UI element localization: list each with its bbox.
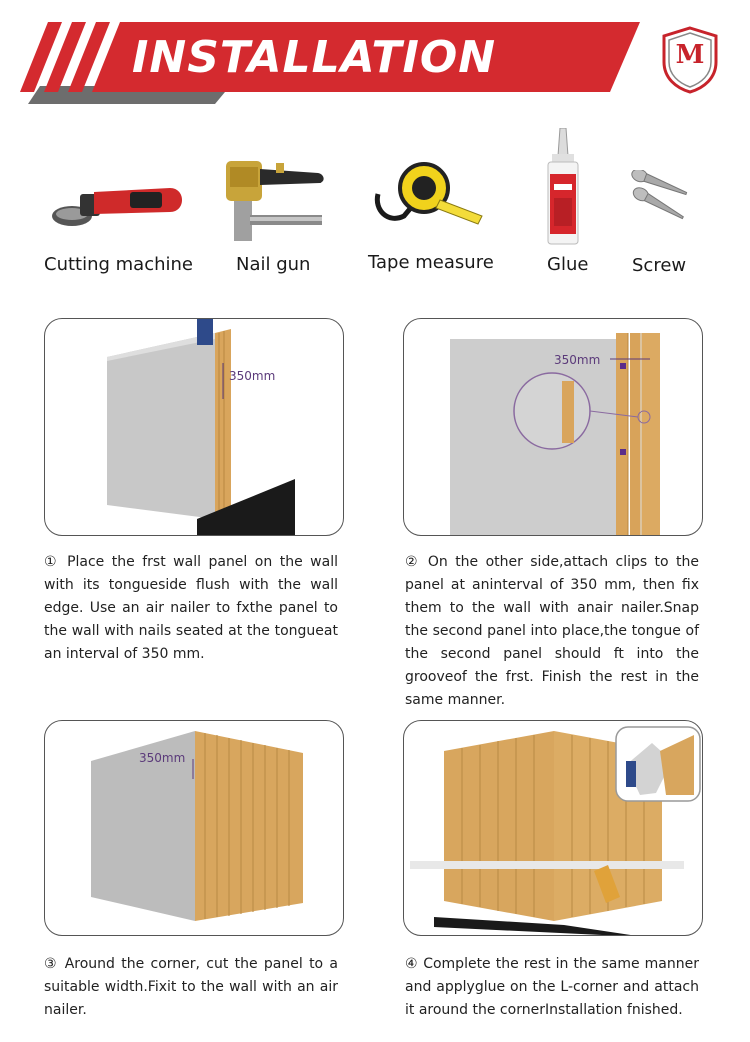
tool-label: Screw [632,255,687,276]
nail-gun-icon [220,155,330,245]
corner-cut-illustration [45,721,344,936]
tool-label: Cutting machine [44,254,194,275]
dimension-label: 350mm [139,751,186,765]
step-3-text: ③ Around the corner, cut the panel to a suitable width.Fixit to the wall with an air nailer. [44,956,338,1018]
step-4-image [403,720,703,936]
step-2-image [403,318,703,536]
step-4-text: ④ Complete the rest in the same manner and applyglue on the L-corner and attach it around the cornerInstallation fnished. [405,956,699,1018]
screw-icon [622,170,702,230]
step-3-image [44,720,344,936]
glue-tube-icon [538,128,588,248]
clip-panel-illustration [404,319,703,536]
dimension-label: 350mm [229,369,276,383]
wall-panel-illustration [45,319,344,536]
dimension-label: 350mm [554,353,601,367]
page-title: INSTALLATION [132,32,497,83]
logo-letter: M [675,40,705,70]
brand-logo [660,26,720,94]
tool-label: Glue [547,254,589,275]
glue-corner-illustration [404,721,703,936]
step-1-text: ① Place the frst wall panel on the wall with its tongueside flush with the wall edge. Use an air nailer to fxthe panel to the wall with nails seated at the tongueat an interval of 350 mm. [44,554,338,662]
tape-measure-icon [370,160,490,230]
step-1-image [44,318,344,536]
tool-label: Tape measure [368,252,494,273]
header-banner [0,0,750,110]
step-2-text: ② On the other side,attach clips to the panel at aninterval of 350 mm, then fix them to the wall with anair nailer.Snap the second panel into place,the tongue of the second panel should ft into the grooveof the frst. Finish the rest in the same manner. [405,554,699,708]
tool-label: Nail gun [236,254,311,275]
angle-grinder-icon [50,180,190,240]
